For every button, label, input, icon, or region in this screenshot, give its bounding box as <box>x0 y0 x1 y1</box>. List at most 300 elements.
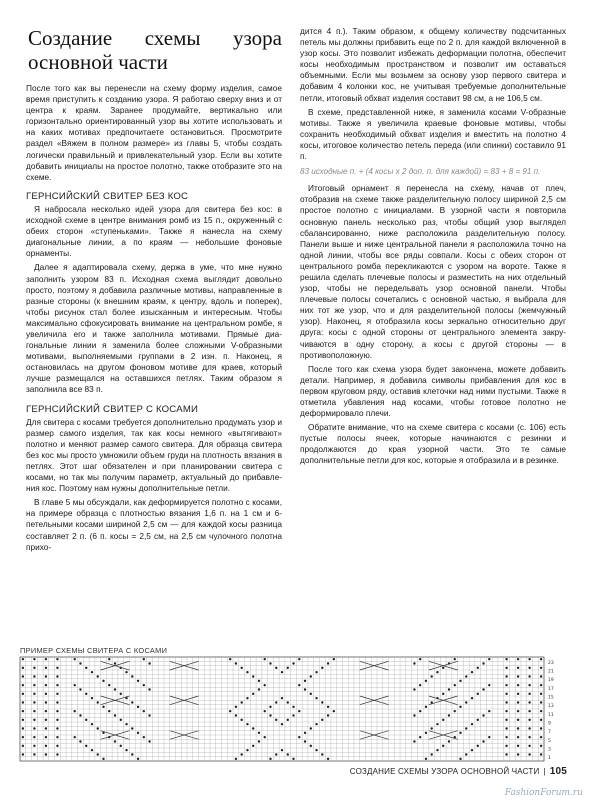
purl-dot <box>148 688 150 690</box>
purl-dot <box>120 719 122 721</box>
purl-dot <box>471 749 473 751</box>
purl-dot <box>45 675 47 677</box>
purl-dot <box>137 758 139 760</box>
purl-dot <box>448 714 450 716</box>
purl-dot <box>471 723 473 725</box>
page-number: 105 <box>549 766 567 777</box>
purl-dot <box>264 710 266 712</box>
purl-dot <box>22 658 24 660</box>
purl-dot <box>79 714 81 716</box>
purl-dot <box>321 701 323 703</box>
purl-dot <box>114 740 116 742</box>
purl-dot <box>269 714 271 716</box>
purl-dot <box>292 714 294 716</box>
purl-dot <box>528 710 530 712</box>
purl-dot <box>275 719 277 721</box>
purl-dot <box>528 753 530 755</box>
purl-dot <box>79 688 81 690</box>
purl-dot <box>258 680 260 682</box>
purl-dot <box>45 745 47 747</box>
purl-dot <box>45 727 47 729</box>
purl-dot <box>517 736 519 738</box>
purl-dot <box>148 714 150 716</box>
knitting-chart <box>18 655 566 765</box>
purl-dot <box>22 736 24 738</box>
purl-dot <box>108 658 110 660</box>
purl-dot <box>419 710 421 712</box>
purl-dot <box>482 688 484 690</box>
paragraph: дится 4 п.). Таким образом, к общему количеству подсчитанных петель мы должны прибавить еще по 2 п. для каждой включенной в узор косы. Это позволит избежать деформации полотна, обеспечит косы необходимым пространством и позволит им оставаться объемными. Если мы возьмем за основу узор первого свитера и добавим 4 колонки кос, не учитывая требуемые дополнительные петли, итоговый обхват изделия составит 98 см, а не 106,5 см. <box>300 26 566 103</box>
purl-dot <box>125 749 127 751</box>
purl-dot <box>33 675 35 677</box>
purl-dot <box>454 684 456 686</box>
purl-dot <box>264 658 266 660</box>
purl-dot <box>419 736 421 738</box>
purl-dot <box>333 658 335 660</box>
purl-dot <box>33 693 35 695</box>
purl-dot <box>315 697 317 699</box>
purl-dot <box>448 740 450 742</box>
purl-dot <box>22 727 24 729</box>
purl-dot <box>33 727 35 729</box>
purl-dot <box>33 753 35 755</box>
purl-dot <box>419 658 421 660</box>
purl-dot <box>505 753 507 755</box>
purl-dot <box>540 701 542 703</box>
purl-dot <box>22 753 24 755</box>
purl-dot <box>413 662 415 664</box>
purl-dot <box>252 745 254 747</box>
purl-dot <box>108 684 110 686</box>
purl-dot <box>505 710 507 712</box>
purl-dot <box>540 719 542 721</box>
paragraph: Я набросала несколько идей узора для свитера без кос: в исходной схеме в центре внимания ромб из 15 п., окруженный с обеих сторон «ступеньками». Также я нанесла на схему диагональные линии, а по краям — небольшие фоновые орнаменты. <box>26 203 282 259</box>
purl-dot <box>246 697 248 699</box>
section-heading-cables: ГЕРНСИЙСКИЙ СВИТЕР С КОСАМИ <box>26 403 199 415</box>
purl-dot <box>333 710 335 712</box>
purl-dot <box>91 749 93 751</box>
purl-dot <box>287 753 289 755</box>
paragraph: Итоговый орнамент я перенесла на схему, начав от плеч, отобразив на схеме также разделительную полосу шириной 2,5 см простое полотно с инициалами. В узорной части я повторила основную панель несколько раз, чтобы общий узор выглядел сбалансированно, ниже расположила разделительную полосу. Панели выше и ниже центральной панели я расположила точно на одной линии, чтобы все ряды совпали. Косы с обеих сторон от центрального ромба перекликаются с узором на вороте. Также я решила сделать плечевые полосы и разместить на них отдельный узор, чтобы не передельвать узор основной панели. Чтобы плечевые полосы сочетались с основной частью, я выбрала для них тот же узор, что и для разделительной полосы (жемчужный узор). Наконец, я отобразила косы зеркально относительно друг друга: косы с одной стороны от центрального элемента закручиваются в одну сторону, а косы с другой стороны — в противоположную. <box>300 183 566 360</box>
purl-dot <box>143 710 145 712</box>
purl-dot <box>505 675 507 677</box>
row-number: 11 <box>548 712 554 718</box>
purl-dot <box>56 675 58 677</box>
purl-dot <box>102 706 104 708</box>
purl-dot <box>431 727 433 729</box>
footer-section-label: СОЗДАНИЕ СХЕМЫ УЗОРА ОСНОВНОЙ ЧАСТИ <box>349 767 540 776</box>
purl-dot <box>459 680 461 682</box>
purl-dot <box>436 749 438 751</box>
purl-dot <box>471 671 473 673</box>
purl-dot <box>448 688 450 690</box>
purl-dot <box>269 706 271 708</box>
purl-dot <box>114 714 116 716</box>
intro-paragraph: После того как вы перенесли на схему форму изделия, самое время приступить к созданию узора. Я работаю сверху вниз и от центра к краям. Заранее продумайте, вертикально или горизонтально ориентированный узор вы хотите использовать и на каких мотивах предпочитаете остановиться. Просмотрите раздел «Вяжем в полном размере» из главы 5, чтобы создать логически правильный и привлекательный узор. Если вы хотите добавить инициалы на простое полотно, также отобразите это на схеме. <box>26 83 282 182</box>
purl-dot <box>22 675 24 677</box>
purl-dot <box>56 727 58 729</box>
purl-dot <box>85 667 87 669</box>
row-number: 7 <box>548 730 551 736</box>
purl-dot <box>482 740 484 742</box>
purl-dot <box>528 719 530 721</box>
purl-dot <box>45 658 47 660</box>
purl-dot <box>465 701 467 703</box>
purl-dot <box>442 693 444 695</box>
purl-dot <box>258 732 260 734</box>
purl-dot <box>33 684 35 686</box>
purl-dot <box>56 667 58 669</box>
purl-dot <box>120 745 122 747</box>
purl-dot <box>528 727 530 729</box>
purl-dot <box>528 745 530 747</box>
purl-dot <box>45 736 47 738</box>
purl-dot <box>240 719 242 721</box>
purl-dot <box>22 710 24 712</box>
purl-dot <box>252 693 254 695</box>
purl-dot <box>143 736 145 738</box>
purl-dot <box>304 688 306 690</box>
purl-dot <box>540 667 542 669</box>
purl-dot <box>56 658 58 660</box>
row-number: 17 <box>548 686 554 692</box>
purl-dot <box>298 684 300 686</box>
purl-dot <box>275 701 277 703</box>
watermark: FashionForum.ru <box>504 788 583 798</box>
purl-dot <box>540 658 542 660</box>
purl-dot <box>287 667 289 669</box>
purl-dot <box>436 671 438 673</box>
purl-dot <box>125 723 127 725</box>
row-number: 1 <box>548 756 551 762</box>
purl-dot <box>22 719 24 721</box>
purl-dot <box>240 753 242 755</box>
purl-dot <box>131 753 133 755</box>
purl-dot <box>229 658 231 660</box>
purl-dot <box>74 736 76 738</box>
purl-dot <box>246 723 248 725</box>
purl-dot <box>97 753 99 755</box>
purl-dot <box>321 753 323 755</box>
purl-dot <box>488 658 490 660</box>
purl-dot <box>517 693 519 695</box>
purl-dot <box>56 710 58 712</box>
purl-dot <box>327 714 329 716</box>
purl-dot <box>442 719 444 721</box>
purl-dot <box>459 706 461 708</box>
purl-dot <box>505 701 507 703</box>
purl-dot <box>310 675 312 677</box>
row-number: 3 <box>548 747 551 753</box>
purl-dot <box>56 719 58 721</box>
purl-dot <box>33 745 35 747</box>
purl-dot <box>91 697 93 699</box>
purl-dot <box>310 745 312 747</box>
purl-dot <box>477 719 479 721</box>
purl-dot <box>431 753 433 755</box>
purl-dot <box>425 680 427 682</box>
purl-dot <box>97 727 99 729</box>
purl-dot <box>517 667 519 669</box>
purl-dot <box>246 671 248 673</box>
purl-dot <box>477 693 479 695</box>
purl-dot <box>505 745 507 747</box>
purl-dot <box>22 701 24 703</box>
purl-dot <box>269 758 271 760</box>
purl-dot <box>85 693 87 695</box>
purl-dot <box>505 719 507 721</box>
purl-dot <box>252 675 254 677</box>
row-number: 19 <box>548 678 554 684</box>
purl-dot <box>45 693 47 695</box>
purl-dot <box>465 675 467 677</box>
purl-dot <box>517 684 519 686</box>
purl-dot <box>517 675 519 677</box>
purl-dot <box>327 662 329 664</box>
purl-dot <box>488 710 490 712</box>
purl-dot <box>137 732 139 734</box>
purl-dot <box>459 732 461 734</box>
purl-dot <box>304 732 306 734</box>
purl-dot <box>33 710 35 712</box>
purl-dot <box>235 706 237 708</box>
purl-dot <box>540 684 542 686</box>
purl-dot <box>465 727 467 729</box>
purl-dot <box>74 710 76 712</box>
purl-dot <box>425 706 427 708</box>
row-number: 13 <box>548 704 554 710</box>
row-number: 15 <box>548 695 554 701</box>
purl-dot <box>505 684 507 686</box>
purl-dot <box>22 693 24 695</box>
purl-dot <box>56 745 58 747</box>
purl-dot <box>56 701 58 703</box>
purl-dot <box>488 684 490 686</box>
purl-dot <box>240 667 242 669</box>
purl-dot <box>310 727 312 729</box>
purl-dot <box>97 675 99 677</box>
purl-dot <box>143 684 145 686</box>
row-number: 23 <box>548 660 554 666</box>
purl-dot <box>45 667 47 669</box>
purl-dot <box>45 753 47 755</box>
purl-dot <box>114 662 116 664</box>
purl-dot <box>488 736 490 738</box>
purl-dot <box>22 684 24 686</box>
purl-dot <box>56 753 58 755</box>
purl-dot <box>120 693 122 695</box>
purl-dot <box>517 727 519 729</box>
purl-dot <box>102 680 104 682</box>
purl-dot <box>85 719 87 721</box>
right-column <box>300 26 566 470</box>
purl-dot <box>321 719 323 721</box>
purl-dot <box>298 658 300 660</box>
paragraph: Для свитера с косами требуется дополнительно продумать узор и размер самого изделия, так как косы немного «вытягивают» полотно и меняют размер самого свитера. Для образца свитера без кос мы просто умножили объем груди на плотность вязания в петлях. Этот шаг обязателен и при планировании свитера с косами, но так мы получим параметр, актуальный до прибавления кос. Поэтому нам нужны дополнительные петли. <box>26 416 282 494</box>
purl-dot <box>33 658 35 660</box>
purl-dot <box>528 693 530 695</box>
purl-dot <box>477 745 479 747</box>
purl-dot <box>125 671 127 673</box>
purl-dot <box>540 727 542 729</box>
purl-dot <box>517 658 519 660</box>
purl-dot <box>79 740 81 742</box>
purl-dot <box>235 662 237 664</box>
purl-dot <box>465 753 467 755</box>
purl-dot <box>459 758 461 760</box>
purl-dot <box>56 736 58 738</box>
purl-dot <box>482 714 484 716</box>
purl-dot <box>281 749 283 751</box>
purl-dot <box>419 684 421 686</box>
purl-dot <box>517 753 519 755</box>
purl-dot <box>33 701 35 703</box>
purl-dot <box>540 710 542 712</box>
purl-dot <box>528 684 530 686</box>
purl-dot <box>442 745 444 747</box>
purl-dot <box>275 667 277 669</box>
purl-dot <box>528 658 530 660</box>
purl-dot <box>79 662 81 664</box>
purl-dot <box>22 667 24 669</box>
purl-dot <box>477 667 479 669</box>
purl-dot <box>517 701 519 703</box>
purl-dot <box>425 732 427 734</box>
purl-dot <box>413 688 415 690</box>
purl-dot <box>85 745 87 747</box>
purl-dot <box>137 680 139 682</box>
purl-dot <box>321 667 323 669</box>
purl-dot <box>287 719 289 721</box>
purl-dot <box>287 701 289 703</box>
purl-dot <box>131 701 133 703</box>
purl-dot <box>327 706 329 708</box>
purl-dot <box>91 671 93 673</box>
purl-dot <box>114 688 116 690</box>
purl-dot <box>436 723 438 725</box>
left-column <box>26 20 282 556</box>
purl-dot <box>528 667 530 669</box>
purl-dot <box>137 706 139 708</box>
row-number: 21 <box>548 669 554 675</box>
purl-dot <box>275 753 277 755</box>
purl-dot <box>310 693 312 695</box>
purl-dot <box>252 727 254 729</box>
purl-dot <box>281 671 283 673</box>
purl-dot <box>22 745 24 747</box>
purl-dot <box>143 658 145 660</box>
purl-dot <box>528 675 530 677</box>
purl-dot <box>131 675 133 677</box>
purl-dot <box>482 662 484 664</box>
page-footer <box>350 766 567 777</box>
purl-dot <box>505 727 507 729</box>
purl-dot <box>148 662 150 664</box>
row-number: 5 <box>548 738 551 744</box>
purl-dot <box>229 710 231 712</box>
purl-dot <box>246 749 248 751</box>
purl-dot <box>540 753 542 755</box>
purl-dot <box>102 758 104 760</box>
chart-caption: ПРИМЕР СХЕМЫ СВИТЕРА С КОСАМИ <box>20 646 168 655</box>
purl-dot <box>292 662 294 664</box>
purl-dot <box>292 706 294 708</box>
row-number: 9 <box>548 721 551 727</box>
purl-dot <box>442 667 444 669</box>
purl-dot <box>540 693 542 695</box>
purl-dot <box>304 680 306 682</box>
purl-dot <box>56 693 58 695</box>
section-heading-no-cables: ГЕРНСИЙСКИЙ СВИТЕР БЕЗ КОС <box>26 190 189 202</box>
purl-dot <box>454 710 456 712</box>
purl-dot <box>431 675 433 677</box>
purl-dot <box>471 697 473 699</box>
purl-dot <box>281 697 283 699</box>
purl-dot <box>505 736 507 738</box>
footer-separator: | <box>543 767 546 776</box>
purl-dot <box>292 758 294 760</box>
purl-dot <box>517 710 519 712</box>
purl-dot <box>240 701 242 703</box>
purl-dot <box>45 710 47 712</box>
purl-dot <box>56 684 58 686</box>
purl-dot <box>315 671 317 673</box>
purl-dot <box>131 727 133 729</box>
purl-dot <box>91 723 93 725</box>
purl-dot <box>517 745 519 747</box>
purl-dot <box>454 658 456 660</box>
purl-dot <box>327 758 329 760</box>
purl-dot <box>298 736 300 738</box>
purl-dot <box>315 723 317 725</box>
purl-dot <box>540 745 542 747</box>
purl-dot <box>33 736 35 738</box>
purl-dot <box>33 667 35 669</box>
purl-dot <box>148 740 150 742</box>
page-title: Создание схемы узора основной части <box>28 26 282 74</box>
purl-dot <box>45 684 47 686</box>
paragraph: В схеме, представленной ниже, я заменила косами V-образные мотивы. Также я увеличила краевые фоновые мотивы, чтобы сохранить необходимый обхват изделия и вместить на полотно 4 косы, итоговое количество петель переда (или спинки) составило 91 п. <box>300 106 566 162</box>
purl-dot <box>281 723 283 725</box>
purl-dot <box>517 719 519 721</box>
purl-dot <box>425 758 427 760</box>
paragraph: В главе 5 мы обсуждали, как деформируется полотно с косами, на примере образца с плотностью вязания 1,6 п. на 1 см и 6-петельными косами шириной 2,5 см — для каждой косы разница составляет 2 п. (6 п. косы = 2,5 см, на 2,5 см чулочного полотна прихо- <box>26 497 282 552</box>
purl-dot <box>505 667 507 669</box>
purl-dot <box>235 758 237 760</box>
purl-dot <box>540 736 542 738</box>
purl-dot <box>505 693 507 695</box>
paragraph: Далее я адаптировала схему, держа в уме, что мне нужно заполнить узором 83 п. Исходная схема выглядит довольно просто, поэтому я добавила различные мотивы, направленные в разные стороны (к внешним краям, к центру, вдоль и поперек), чтобы рисунок стал более изысканным и интересным. Чтобы максимально сфокусировать внимание на центральном ромбе, я увеличила его и также заполнила мотивами. Прямые диагональные линии я заменила более сложными V-образными мотивами, выполняемыми группами в 2 изн. п. Наконец, я остановилась на другом фоновом мотиве для краев, который лучше размещался на оставшихся петлях. Таким образом я заполнила все 83 п. <box>26 262 282 395</box>
purl-dot <box>298 710 300 712</box>
purl-dot <box>505 658 507 660</box>
purl-dot <box>264 684 266 686</box>
purl-dot <box>269 662 271 664</box>
purl-dot <box>258 688 260 690</box>
purl-dot <box>540 675 542 677</box>
purl-dot <box>528 701 530 703</box>
purl-dot <box>413 740 415 742</box>
purl-dot <box>413 714 415 716</box>
purl-dot <box>108 710 110 712</box>
purl-dot <box>258 740 260 742</box>
purl-dot <box>33 719 35 721</box>
purl-dot <box>235 714 237 716</box>
purl-dot <box>74 658 76 660</box>
purl-dot <box>74 684 76 686</box>
purl-dot <box>315 749 317 751</box>
purl-dot <box>528 736 530 738</box>
paragraph: Обратите внимание, что на схеме свитера с косами (с. 106) есть пустые полосы ячеек, которые начинаются с резинки и продолжаются до края узорной части. Это те самые дополнительные петли для кос, которые я отобразила и в резинке. <box>300 422 566 466</box>
